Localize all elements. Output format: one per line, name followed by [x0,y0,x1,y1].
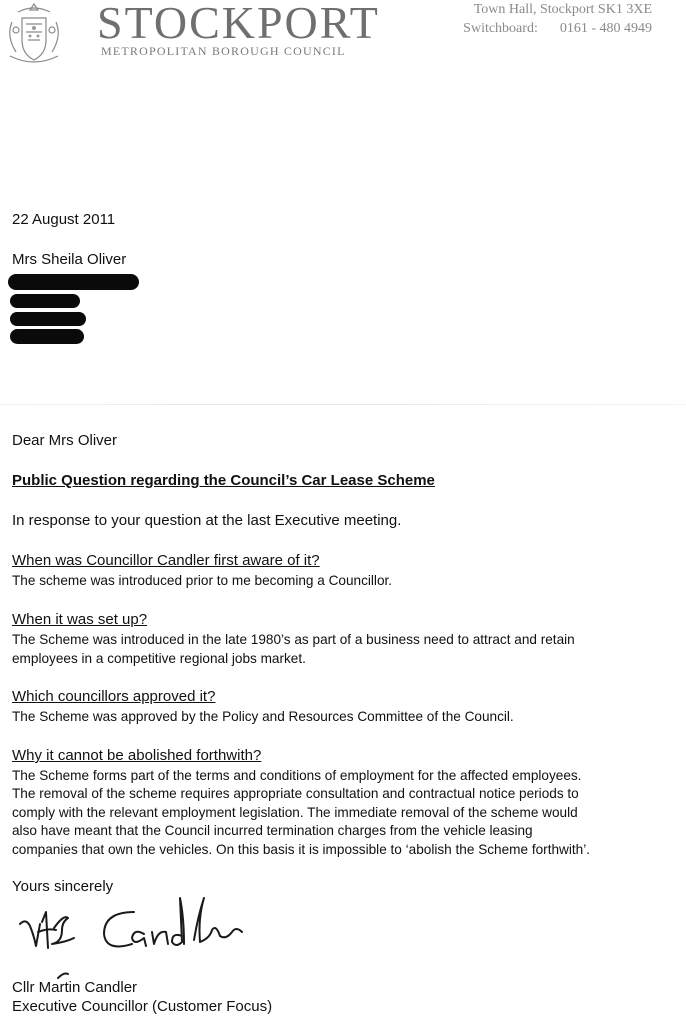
address: Town Hall, Stockport SK1 3XE [473,2,652,17]
switchboard-label: Switchboard: [463,21,538,36]
answer-line: also have meant that the Council incurred termination charges from the vehicle leasing [12,823,533,838]
answer-line: comply with the relevant employment legislation. The immediate removal of the scheme would [12,805,578,820]
switchboard [463,21,652,37]
salutation: Dear Mrs Oliver [12,432,118,449]
org-subtitle: METROPOLITAN BOROUGH COUNCIL [101,44,346,58]
answer-line: The Scheme forms part of the terms and conditions of employment for the affected employees. [12,768,582,783]
redaction-bar [10,312,86,326]
question-heading: Which councillors approved it? [12,688,216,705]
intro-paragraph: In response to your question at the last Executive meeting. [12,512,402,529]
handwritten-signature [14,892,274,982]
closing: Yours sincerely [12,878,114,895]
question-heading: When was Councillor Candler first aware of it? [12,552,320,569]
scan-artifact-line [0,404,686,405]
signatory-title: Executive Councillor (Customer Focus) [12,998,273,1015]
answer-line: The scheme was introduced prior to me becoming a Councillor. [12,573,393,588]
subject-line: Public Question regarding the Council’s Car Lease Scheme [12,472,435,489]
redaction-bar [10,329,84,344]
answer-line: The Scheme was approved by the Policy and Resources Committee of the Council. [12,709,514,724]
answer-line: The Scheme was introduced in the late 1980’s as part of a business need to attract and retain [12,632,575,647]
letter-date: 22 August 2011 [12,211,116,228]
recipient-name: Mrs Sheila Oliver [12,251,127,268]
question-heading: Why it cannot be abolished forthwith? [12,747,262,764]
switchboard-number: 0161 - 480 4949 [559,21,652,36]
org-name: STOCKPORT [97,0,380,48]
signatory-name: Cllr Martin Candler [12,979,138,996]
council-crest-logo [4,0,64,66]
answer-line: companies that own the vehicles. On this basis it is impossible to ‘abolish the Scheme forthwith’. [12,842,591,857]
answer-line: employees in a competitive regional jobs market. [12,651,306,666]
redaction-bar [10,294,80,308]
answer-line: The removal of the scheme requires appropriate consultation and contractual notice periods to [12,786,579,801]
question-heading: When it was set up? [12,611,148,628]
redaction-bar [8,274,139,290]
